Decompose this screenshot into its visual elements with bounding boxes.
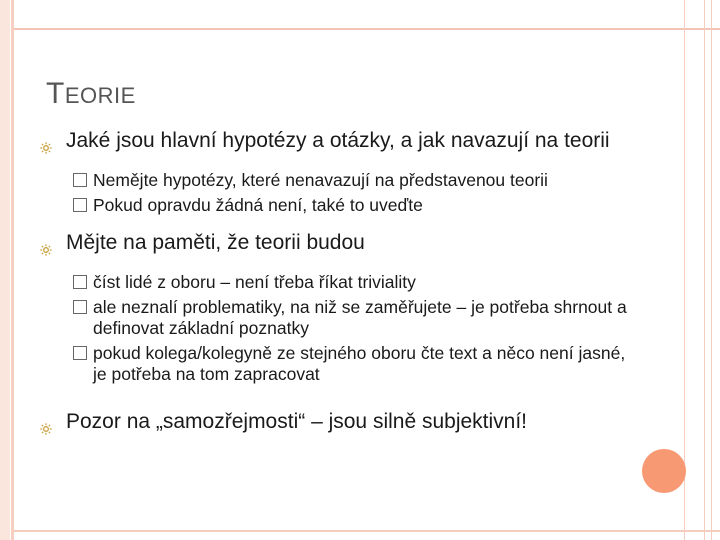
sun-icon [40,135,52,147]
empty-box-icon [73,173,87,187]
sun-icon [40,237,52,249]
bullet-text: Pozor na „samozřejmosti“ – jsou silně subjektivní! [66,410,528,433]
bullet-item [40,409,640,435]
empty-box-icon [73,346,87,360]
frame-left-accent [11,0,14,540]
spacer [40,220,640,230]
bullet-item [40,128,640,154]
sub-bullet-text: ale neznalí problematiky, na niž se zaměřujete – je potřeba shrnout a definovat základní poznatky [93,297,627,338]
frame-right-line [684,0,685,540]
bullet-list [40,128,640,435]
spacer [40,160,640,170]
frame-bottom [14,530,720,532]
bullet-item [40,230,640,256]
bullet-text: Jaké jsou hlavní hypotézy a otázky, a jak navazují na teorii [66,129,610,152]
sub-bullet-text: pokud kolega/kolegyně ze stejného oboru čte text a něco není jasné, je potřeba na tom zapracovat [93,343,626,384]
bullet-text: Mějte na paměti, že teorii budou [66,231,365,254]
sun-icon [40,416,52,428]
empty-box-icon [73,275,87,289]
sub-bullet-item [40,343,640,385]
frame-right-line [704,0,705,540]
empty-box-icon [73,198,87,212]
accent-circle [642,449,686,493]
slide-content [40,128,640,441]
spacer [40,399,640,409]
empty-box-icon [73,300,87,314]
frame-top [14,28,720,30]
spacer [40,262,640,272]
frame-left [0,0,10,540]
spacer [40,389,640,399]
sub-bullet-text: číst lidé z oboru – není třeba říkat triviality [93,272,416,292]
frame-right-line [711,0,712,540]
sub-bullet-text: Nemějte hypotézy, které nenavazují na představenou teorii [93,170,548,190]
slide-title: TEORIE [46,77,136,110]
sub-bullet-item [40,195,640,216]
sub-bullet-text: Pokud opravdu žádná není, také to uveďte [93,195,423,215]
sub-bullet-item [40,297,640,339]
sub-bullet-item [40,170,640,191]
sub-bullet-item [40,272,640,293]
